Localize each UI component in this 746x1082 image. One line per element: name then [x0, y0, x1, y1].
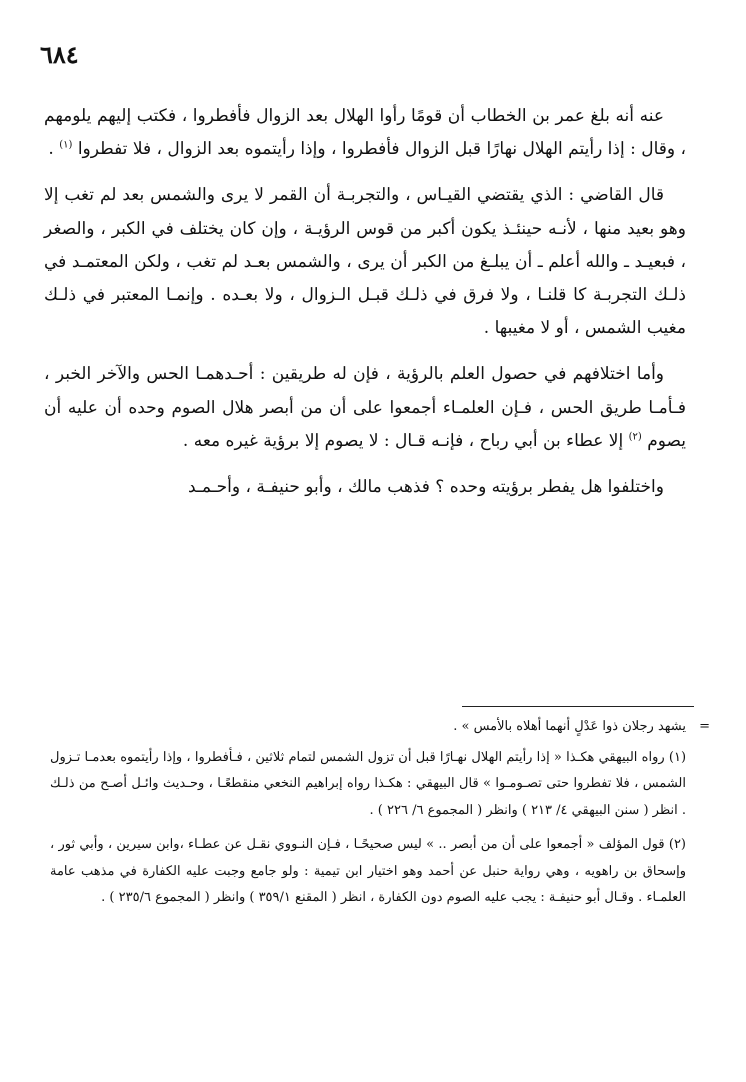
paragraph-4 — [44, 471, 686, 504]
footnote-ref-1: (١) — [59, 139, 73, 151]
paragraph-text: وأما اختلافهم في حصول العلم بالرؤية ، فإن له طريقين : أحـدهمـا الحس والآخر الخبر ، فـأمـا طريق الحس ، فـإن العلمـاء أجمعوا على أن من أبصر هلال الصوم وحده أن عليه أن يصوم — [44, 364, 686, 451]
footnote-text: رواه البيهقي هكـذا « إذا رأيتم الهلال نهـارًا قبل أن تزول الشمس لتمام ثلاثين ، فـأفطروا ، وإذا رأيتموه بعدمـا تـزول الشمس ، فلا تفطروا حتى تصـومـوا » قال البيهقي : هكـذا رواه إبراهيم النخعي منقطعًـا ، وحـديث وائـل أصـح من ذلـك . انظر ( سنن البيهقي ٤/ ٢١٣ ) وانظر ( المجموع ٦/ ٢٢٦ ) . — [50, 749, 686, 818]
footnote-text: قول المؤلف « أجمعوا على أن من أبصر .. » ليس صحيحًـا ، فـإن النـووي نقـل عن عطـاء ،وابن سيرين ، وأبي ثور ، وإسحاق بن راهويه ، وهي رواية حنبل عن أحمد وهو اختيار ابن تيمية : ولو جامع وجبت عليه الكفارة في مذهب عامة العلمـاء . وقـال أبو حنيفـة : يجب عليه الصوم دون الكفارة ، انظر ( المقنع ٣٥٩/١ ) وانظر ( المجموع ٢٣٥/٦ ) . — [50, 837, 686, 905]
footnote-1 — [50, 745, 686, 825]
paragraph-tail: . — [48, 139, 60, 160]
footnote-divider — [462, 706, 694, 707]
paragraph-3 — [44, 358, 686, 458]
paragraph-text: قال القاضي : الذي يقتضي القيـاس ، والتجربـة أن القمر لا يرى والشمس بعد لم تغب إلا وهو بعيد منها ، لأنـه حينئـذ يكون أكبر من قوس الرؤيـة ، وإن كان يختلف في الكبر ، والصغر ، فبعيـد ـ والله أعلم ـ أن يبلـغ من الكبر أن يرى ، والشمس بعـد لم تغب ، ولكن المعتمـد في ذلـك التجربـة كا قلنـا ، ولا فرق في ذلـك قبـل الـزوال ، ولا بعـده . وإنمـا المعتبر في ذلـك مغيب الشمس ، أو لا مغيبها . — [44, 185, 686, 339]
paragraph-text: عنه أنه بلغ عمر بن الخطاب أن قومًا رأوا الهلال بعد الزوال فأفطروا ، فكتب إليهم يلومهم ، وقال : إذا رأيتم الهلال نهارًا قبل الزوال فأفطروا ، وإذا رأيتموه بعد الزوال ، فلا تفطروا — [44, 106, 686, 160]
paragraph-tail: إلا عطاء بن أبي رباح ، فإنـه قـال : لا يصوم إلا برؤية غيره معه . — [182, 430, 629, 451]
footnote-ref-2: (٢) — [628, 431, 642, 443]
main-text — [44, 100, 686, 517]
paragraph-text: واختلفوا هل يفطر برؤيته وحده ؟ فذهب مالك ، وأبو حنيفـة ، وأحـمـد — [187, 477, 664, 498]
footnote-number: (١) — [668, 749, 687, 765]
paragraph-2 — [44, 179, 686, 345]
page-number: ٦٨٤ — [40, 40, 79, 69]
footnote-2 — [50, 832, 686, 912]
continued-mark: = — [699, 719, 710, 734]
paragraph-1 — [44, 100, 686, 166]
footnote-number: (٢) — [668, 837, 686, 852]
footnote-continued — [50, 714, 710, 741]
continued-text: يشهد رجلان ذوا عَدْلٍ أنهما أهلاه بالأمس » . — [453, 719, 686, 734]
footnotes — [50, 714, 710, 920]
